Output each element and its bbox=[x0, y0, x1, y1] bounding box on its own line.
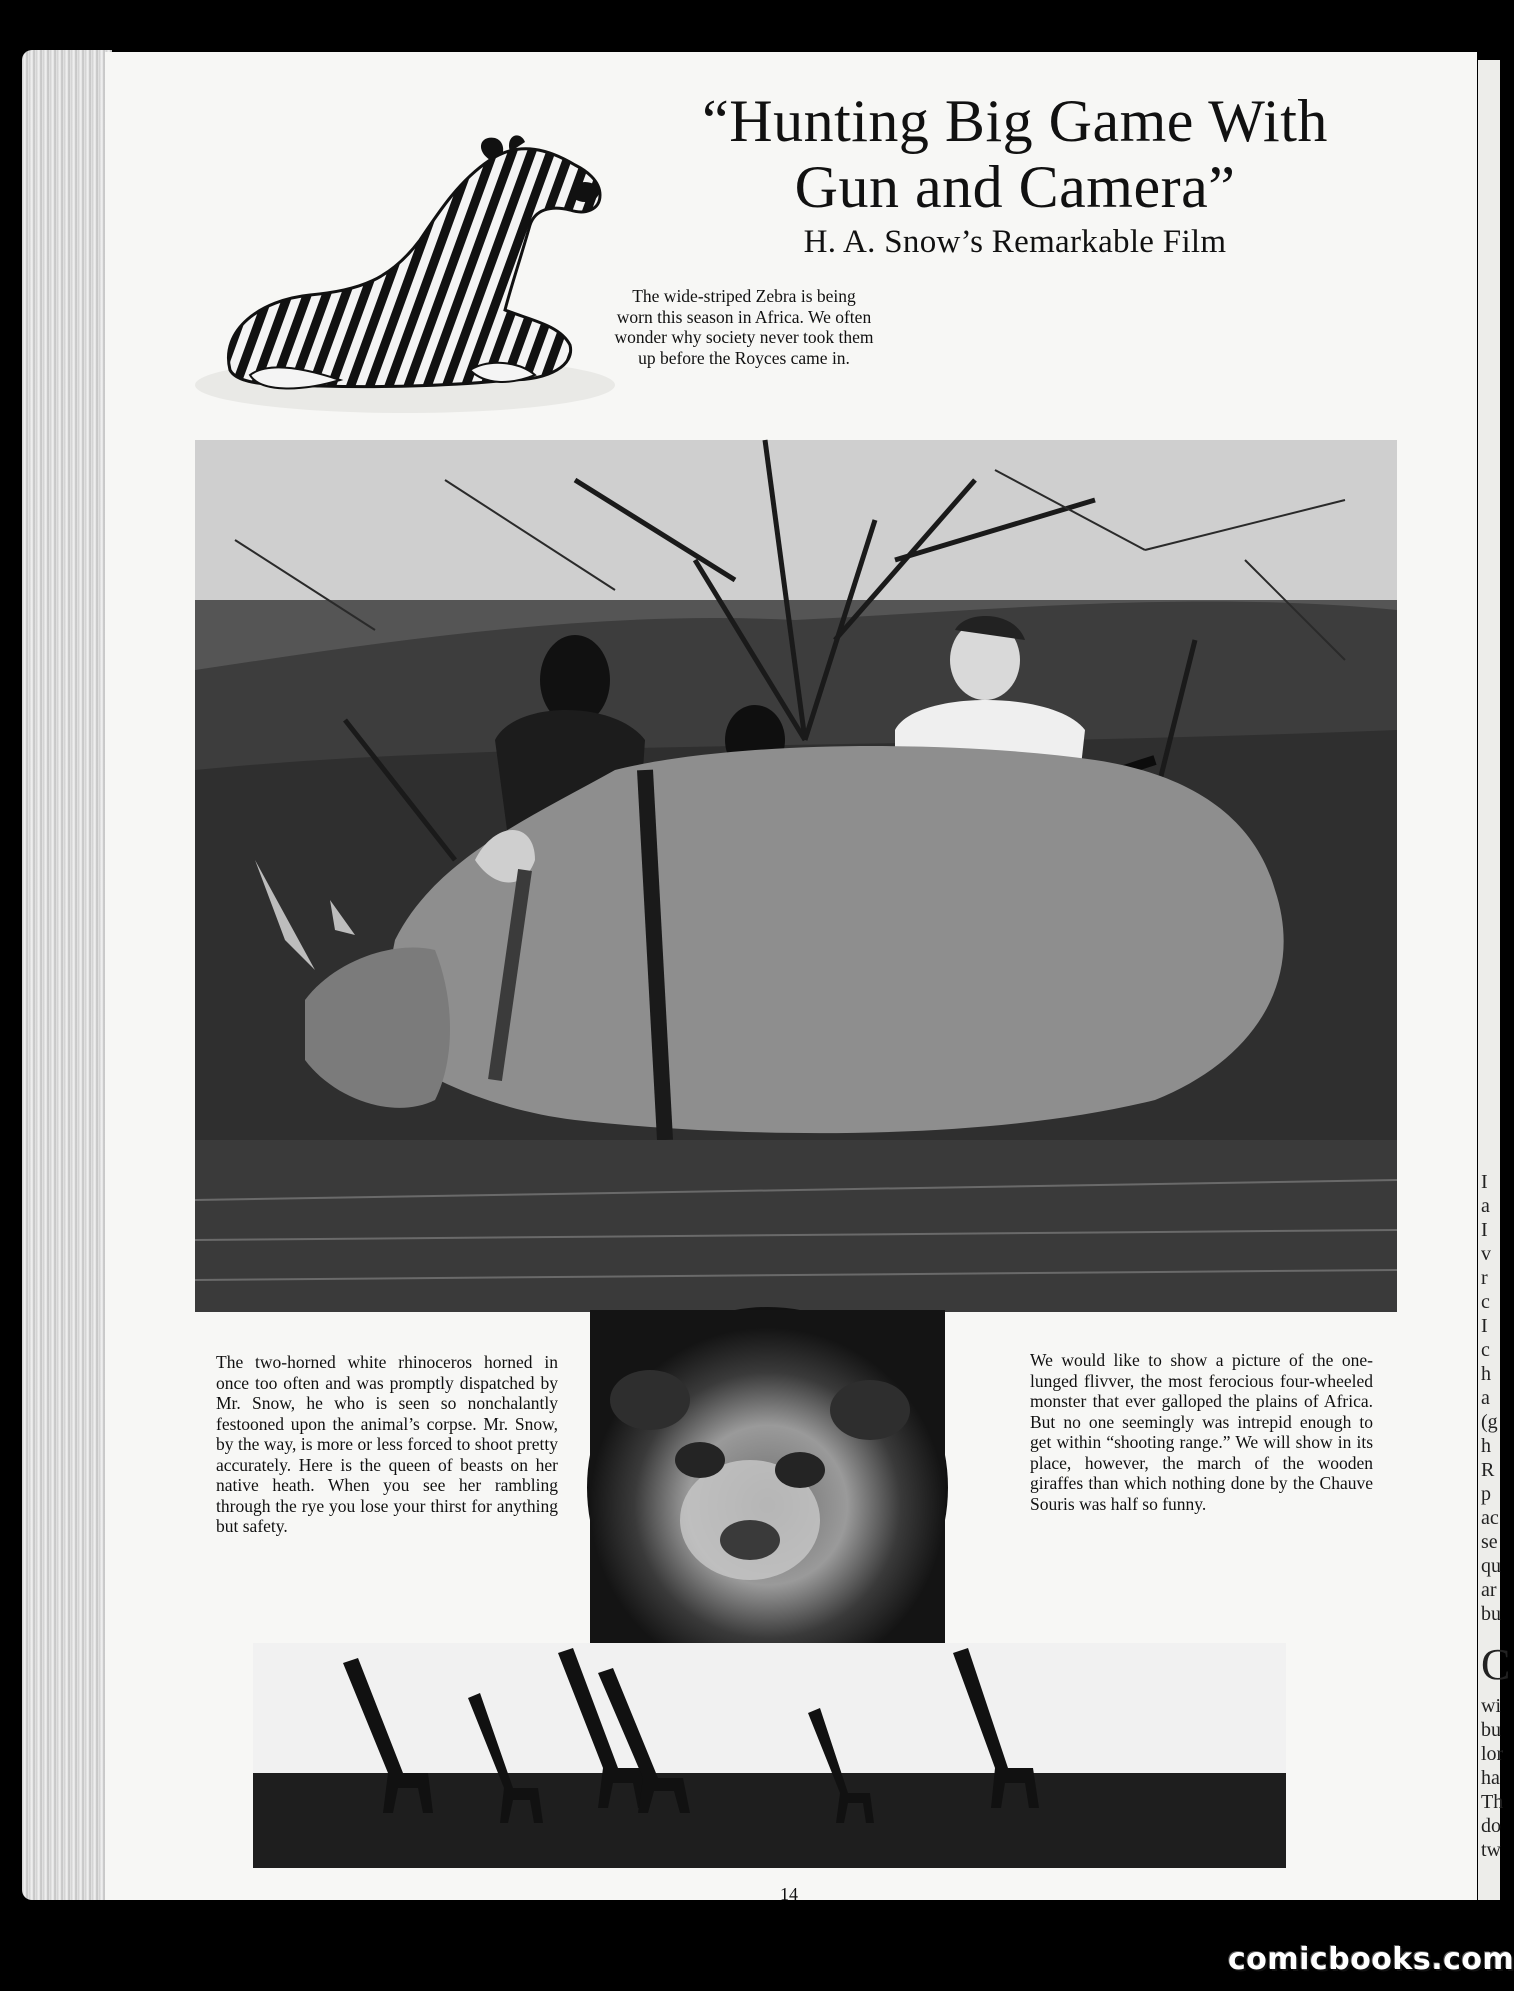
facing-page-fragment: I bbox=[1481, 1171, 1488, 1193]
book-page-stack bbox=[22, 50, 112, 1900]
facing-page-fragment: r bbox=[1481, 1267, 1488, 1289]
facing-page-fragment: h bbox=[1481, 1435, 1491, 1457]
facing-page-fragment: h bbox=[1481, 1363, 1491, 1385]
facing-page-fragment: bu bbox=[1481, 1603, 1501, 1625]
article-title bbox=[615, 88, 1415, 220]
page-number: 14 bbox=[780, 1884, 798, 1904]
facing-page-fragment: do bbox=[1481, 1815, 1501, 1837]
facing-page-fragment: ar bbox=[1481, 1579, 1497, 1601]
facing-page-fragment: C bbox=[1481, 1640, 1511, 1689]
facing-page-fragment: p bbox=[1481, 1483, 1491, 1505]
site-watermark: comicbooks.com bbox=[1228, 1942, 1514, 1977]
facing-page-fragment: tw bbox=[1481, 1839, 1501, 1861]
facing-page-fragment: ha bbox=[1481, 1767, 1500, 1789]
facing-page-fragment: c bbox=[1481, 1291, 1490, 1313]
facing-page-fragment: v bbox=[1481, 1243, 1491, 1265]
facing-page-fragment: a bbox=[1481, 1195, 1490, 1217]
title-line-2: Gun and Camera” bbox=[794, 154, 1236, 220]
facing-page-fragment: a bbox=[1481, 1387, 1490, 1409]
rhino-caption: The two-horned white rhinoceros horned in once too often and was promptly dispatched by Mr. Snow, he who is seen so nonchalantly festooned upon the animal’s corpse. Mr. Snow, by the way, is more or less forced to shoot pretty accurately. Here is the queen of beasts on her native heath. When you see her rambling through the rye you lose your thirst for anything but safety. bbox=[216, 1352, 558, 1536]
facing-page-fragments bbox=[1481, 1170, 1511, 1862]
flivver-caption: We would like to show a picture of the one-lunged flivver, the most ferocious four-wheeled monster that ever galloped the plains of Africa. But no one seemingly was intrepid enough to get within “shooting range.” We will show in its place, however, the march of the wooden giraffes than which nothing done by the Chauve Souris was half so funny. bbox=[1030, 1350, 1373, 1514]
facing-page-fragment: bu bbox=[1481, 1719, 1501, 1741]
lioness-portrait-photo bbox=[590, 1310, 945, 1665]
facing-page-fragment: ac bbox=[1481, 1507, 1499, 1529]
facing-page-fragment: I bbox=[1481, 1315, 1488, 1337]
facing-page-fragment: I bbox=[1481, 1219, 1488, 1241]
facing-page-fragment: wi bbox=[1481, 1695, 1501, 1717]
zebra-caption: The wide-striped Zebra is being worn this season in Africa. We often wonder why society never took them up before the Royces came in. bbox=[614, 286, 874, 368]
rhino-hunt-photo bbox=[195, 440, 1397, 1312]
facing-page-fragment: se bbox=[1481, 1531, 1498, 1553]
facing-page-fragment: lor bbox=[1481, 1743, 1504, 1765]
title-line-1: “Hunting Big Game With bbox=[702, 88, 1328, 154]
facing-page-fragment: qu bbox=[1481, 1555, 1501, 1577]
facing-page-fragment: c bbox=[1481, 1339, 1490, 1361]
facing-page-fragment: Th bbox=[1481, 1791, 1504, 1813]
facing-page-fragment: (g bbox=[1481, 1411, 1498, 1433]
facing-page-fragment: R bbox=[1481, 1459, 1495, 1481]
article-subtitle: H. A. Snow’s Remarkable Film bbox=[803, 224, 1227, 260]
giraffe-march-photo bbox=[253, 1643, 1286, 1868]
zebra-photo bbox=[190, 130, 620, 415]
